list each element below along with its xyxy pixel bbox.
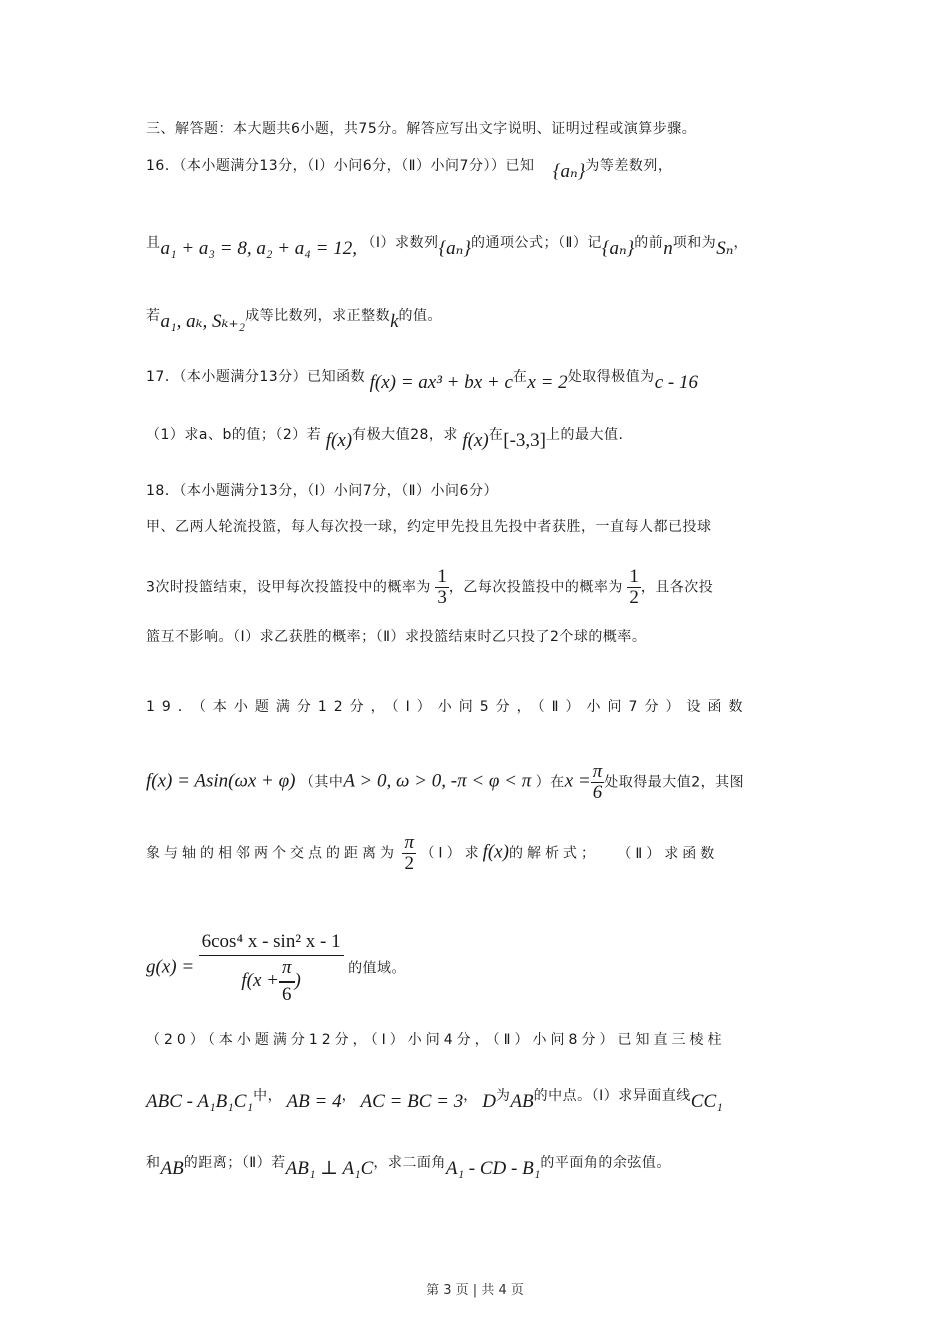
q17-line-1	[146, 366, 698, 393]
q20-perp: AB₁ ⊥ A₁C	[285, 1158, 374, 1179]
q20-l3-ab: AB	[160, 1158, 184, 1179]
q16-l3-math: a₁, aₖ, Sₖ₊₂	[160, 311, 246, 332]
q17-mid: 处取得极值为	[567, 369, 655, 385]
q20-l3-b: 的距离；（Ⅱ）若	[183, 1155, 286, 1171]
q20-is: 为	[495, 1088, 511, 1104]
q20-ab: AB = 4	[286, 1091, 342, 1112]
q19-line-2	[146, 762, 744, 803]
q19-x-eq: x =	[564, 770, 591, 792]
q16-l3-end: 的值。	[398, 308, 443, 324]
q19-g-function	[146, 932, 406, 1005]
q16-seq2: {aₙ}	[601, 238, 635, 259]
q19-l3-a: 象与轴的相邻两个交点的距离为	[146, 845, 398, 862]
q20-ab2: AB	[510, 1091, 534, 1112]
q19-function: f(x) = Asin(ωx + φ)	[146, 770, 296, 792]
q16-sequence: {aₙ}	[552, 161, 586, 182]
q16-part1: （Ⅰ）求数列	[361, 235, 439, 251]
frac-den: 6	[591, 782, 605, 803]
q19-fx: f(x)	[482, 841, 509, 863]
q18-line-1: 甲、乙两人轮流投篮，每人每次投一球，约定甲先投且先投中者获胜，一直每人都已投球	[146, 519, 712, 535]
g-numerator: 6cos⁴ x - sin² x - 1	[199, 932, 344, 956]
q18-l2-a: 3次时投篮结束，设甲每次投篮投中的概率为	[146, 579, 431, 596]
fraction-pi-over-6-small	[279, 958, 295, 1005]
q19-g-tail: 的值域。	[348, 960, 407, 977]
q16-l3-prefix: 若	[146, 308, 161, 324]
q20-l3-a: 和	[146, 1155, 161, 1171]
frac-num: π	[404, 832, 414, 853]
q17-function: f(x) = ax³ + bx + c	[369, 372, 513, 393]
q16-header: 16．（本小题满分13分，（Ⅰ）小问6分，（Ⅱ）小问7分））已知	[146, 158, 535, 174]
frac-den: 3	[437, 587, 447, 608]
q16-sn: Sₙ	[716, 238, 734, 259]
q18-line-2	[146, 567, 713, 608]
q16-line-1	[146, 155, 673, 182]
q16-end: ，	[733, 235, 748, 251]
q16-line-3	[146, 305, 443, 332]
fraction-one-half	[627, 567, 641, 608]
frac-den: 2	[402, 853, 416, 874]
frac-den: 6	[279, 982, 295, 1005]
q17-fx1: f(x)	[325, 430, 353, 451]
q20-sep1: ，	[341, 1088, 357, 1104]
q20-in: 中，	[253, 1088, 283, 1104]
q20-line-2	[146, 1085, 723, 1112]
q19-l3-d: （Ⅱ）求函数	[617, 845, 719, 862]
q16-mid3: 项和为	[672, 235, 717, 251]
q16-seq1: {aₙ}	[438, 238, 471, 259]
q17-fx2: f(x)	[462, 430, 489, 451]
q19-conditions: A > 0, ω > 0, -π < φ < π	[343, 770, 532, 792]
q16-mid: 的通项公式；（Ⅱ）记	[470, 235, 602, 251]
q17-x-eq: x = 2	[527, 372, 568, 393]
q16-conditions: a₁ + a₃ = 8, a₂ + a₄ = 12,	[160, 238, 357, 259]
frac-den: 2	[629, 587, 639, 608]
g-fraction	[199, 932, 344, 1005]
q20-l3-d: 的平面角的余弦值。	[540, 1155, 671, 1171]
q17-header: 17．（本小题满分13分）已知函数	[146, 369, 366, 385]
q18-l2-c: ，且各次投	[640, 579, 714, 596]
frac-num: 1	[629, 566, 639, 587]
fraction-pi-over-6	[591, 762, 605, 803]
fraction-one-third	[435, 567, 449, 608]
fraction-pi-over-2	[402, 833, 416, 874]
q20-dihedral: A₁ - CD - B₁	[445, 1158, 541, 1179]
q17-line-2	[146, 424, 624, 451]
q19-header: 19．（本小题满分12分，（Ⅰ）小问5分，（Ⅱ）小问7分）设函数	[146, 699, 750, 715]
q17-value: c - 16	[654, 372, 698, 393]
q19-l3-b: （Ⅰ）求	[420, 845, 483, 862]
q20-line-3	[146, 1152, 671, 1179]
q17-at: 在	[512, 369, 528, 385]
frac-num: π	[279, 958, 295, 982]
q17-l2-b: 有极大值28，求	[352, 427, 458, 443]
q18-header: 18．（本小题满分13分，（Ⅰ）小问7分，（Ⅱ）小问6分）	[146, 483, 498, 499]
q19-l3-c: 的解析式；	[508, 845, 599, 862]
q19-tail: 处取得最大值2，其图	[604, 774, 745, 791]
q19-cond-a: （其中	[299, 774, 344, 791]
q20-l3-c: ，求二面角	[373, 1155, 446, 1171]
section-heading: 三、解答题：本大题共6小题，共75分。解答应写出文字说明、证明过程或演算步骤。	[146, 121, 697, 137]
q20-prism: ABC - A₁B₁C₁	[146, 1091, 254, 1112]
q20-d: D	[482, 1091, 496, 1112]
q20-header: （20）（本小题满分12分，（Ⅰ）小问4分，（Ⅱ）小问8分）已知直三棱柱	[146, 1032, 726, 1048]
q16-n: n	[663, 238, 673, 259]
q20-sep2: ，	[463, 1088, 478, 1104]
q16-header-tail: 为等差数列，	[585, 158, 673, 174]
q17-l2-c: 在	[488, 427, 504, 443]
q17-interval: [-3,3]	[503, 430, 546, 451]
g-den-b: )	[294, 969, 301, 991]
q16-prefix: 且	[146, 235, 161, 251]
q20-acbc: AC = BC = 3	[360, 1091, 464, 1112]
q17-l2-a: （1）求a、b的值；（2）若	[146, 427, 322, 443]
q19-line-3	[146, 833, 718, 874]
frac-num: π	[592, 761, 603, 782]
q20-mid: 的中点。（Ⅰ）求异面直线	[533, 1088, 691, 1104]
q20-cc1: CC₁	[690, 1091, 723, 1112]
q16-k: k	[390, 311, 399, 332]
q17-l2-d: 上的最大值.	[546, 427, 624, 443]
g-den-a: f(x +	[241, 969, 279, 991]
q16-l3-mid: 成等比数列，求正整数	[245, 308, 391, 324]
q18-l2-b: ，乙每次投篮投中的概率为	[448, 579, 623, 596]
q16-line-2	[146, 232, 748, 259]
g-lhs: g(x) =	[146, 956, 195, 978]
q18-line-3: 篮互不影响。（Ⅰ）求乙获胜的概率；（Ⅱ）求投篮结束时乙只投了2个球的概率。	[146, 629, 647, 645]
frac-num: 1	[437, 566, 447, 587]
q16-mid2: 的前	[634, 235, 664, 251]
page-footer: 第 3 页 | 共 4 页	[426, 1283, 524, 1298]
q19-cond-b: ）在	[535, 774, 565, 791]
g-denominator	[199, 956, 344, 1005]
